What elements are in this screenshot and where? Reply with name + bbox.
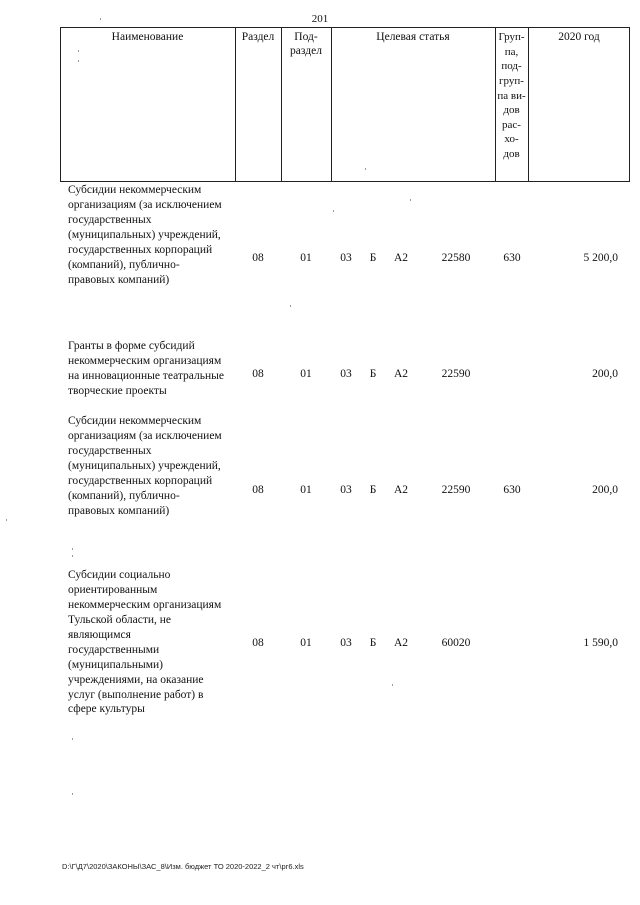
row-section: 08 <box>252 368 264 380</box>
row-code3: А2 <box>393 637 409 649</box>
row-code1: 03 <box>340 484 352 496</box>
row-code2: Б <box>369 368 377 380</box>
row-amount: 200,0 <box>592 368 618 380</box>
row-code4: 22590 <box>441 484 471 496</box>
row-code4: 22580 <box>441 252 471 264</box>
header-year: 2020 год <box>558 31 600 43</box>
row-section: 08 <box>252 484 264 496</box>
scan-speck <box>333 210 334 212</box>
row-code1: 03 <box>340 368 352 380</box>
row-name: Субсидии некоммерческим организациям (за исключением государственных (муниципальных) учреждений, государственных корпораций (компаний), публично- правовых компаний) <box>68 184 222 286</box>
row-section: 08 <box>252 637 264 649</box>
row-code4: 22590 <box>441 368 471 380</box>
header-section: Раздел <box>241 31 275 43</box>
scan-speck <box>365 168 366 170</box>
header-target-article: Целевая статья <box>376 31 450 43</box>
row-name: Субсидии некоммерческим организациям (за исключением государственных (муниципальных) учреждений, государственных корпораций (компаний), публично- правовых компаний) <box>68 415 222 517</box>
scan-speck <box>72 555 73 557</box>
row-code3: А2 <box>393 252 409 264</box>
scan-speck <box>78 60 79 62</box>
column-divider <box>331 27 332 181</box>
row-subsection: 01 <box>300 637 312 649</box>
header-bottom-border <box>60 181 630 182</box>
row-section: 08 <box>252 252 264 264</box>
row-code3: А2 <box>393 368 409 380</box>
scan-speck <box>6 519 7 521</box>
scan-speck <box>78 50 79 52</box>
header-group: Груп- па, под- груп- па ви- дов рас- хо- дов <box>497 31 526 160</box>
row-subsection: 01 <box>300 484 312 496</box>
header-subsection: Под- раздел <box>290 31 322 58</box>
row-amount: 5 200,0 <box>583 252 618 264</box>
scan-speck <box>100 18 101 20</box>
row-subsection: 01 <box>300 252 312 264</box>
page-number: 201 <box>311 13 329 25</box>
row-amount: 1 590,0 <box>583 637 618 649</box>
row-name: Субсидии социально ориентированным некоммерческим организациям Тульской области, не являющимся государственными (муниципальными) учреждениями, на оказание услуг (выполнение работ) в сфере культуры <box>68 569 222 716</box>
row-code2: Б <box>369 484 377 496</box>
footer-file-path: D:\Г\Д7\2020\ЗАКОНЫ\ЗАС_8\Изм. бюджет ТО 2020-2022_2 чт\рг6.xls <box>62 862 304 871</box>
row-code2: Б <box>369 637 377 649</box>
column-divider <box>528 27 529 181</box>
row-amount: 200,0 <box>592 484 618 496</box>
row-group: 630 <box>503 252 521 264</box>
scan-speck <box>72 738 73 740</box>
row-code1: 03 <box>340 637 352 649</box>
row-code3: А2 <box>393 484 409 496</box>
row-group: 630 <box>503 484 521 496</box>
row-code2: Б <box>369 252 377 264</box>
scan-speck <box>392 684 393 686</box>
scan-speck <box>72 548 73 550</box>
scan-speck <box>72 793 73 795</box>
row-code4: 60020 <box>441 637 471 649</box>
scan-speck <box>290 305 291 307</box>
column-divider <box>235 27 236 181</box>
table-header <box>60 27 630 181</box>
scan-speck <box>410 199 411 201</box>
row-subsection: 01 <box>300 368 312 380</box>
row-code1: 03 <box>340 252 352 264</box>
row-name: Гранты в форме субсидий некоммерческим организациям на инновационные театральные творческие проекты <box>68 340 224 397</box>
header-name: Наименование <box>111 31 184 43</box>
